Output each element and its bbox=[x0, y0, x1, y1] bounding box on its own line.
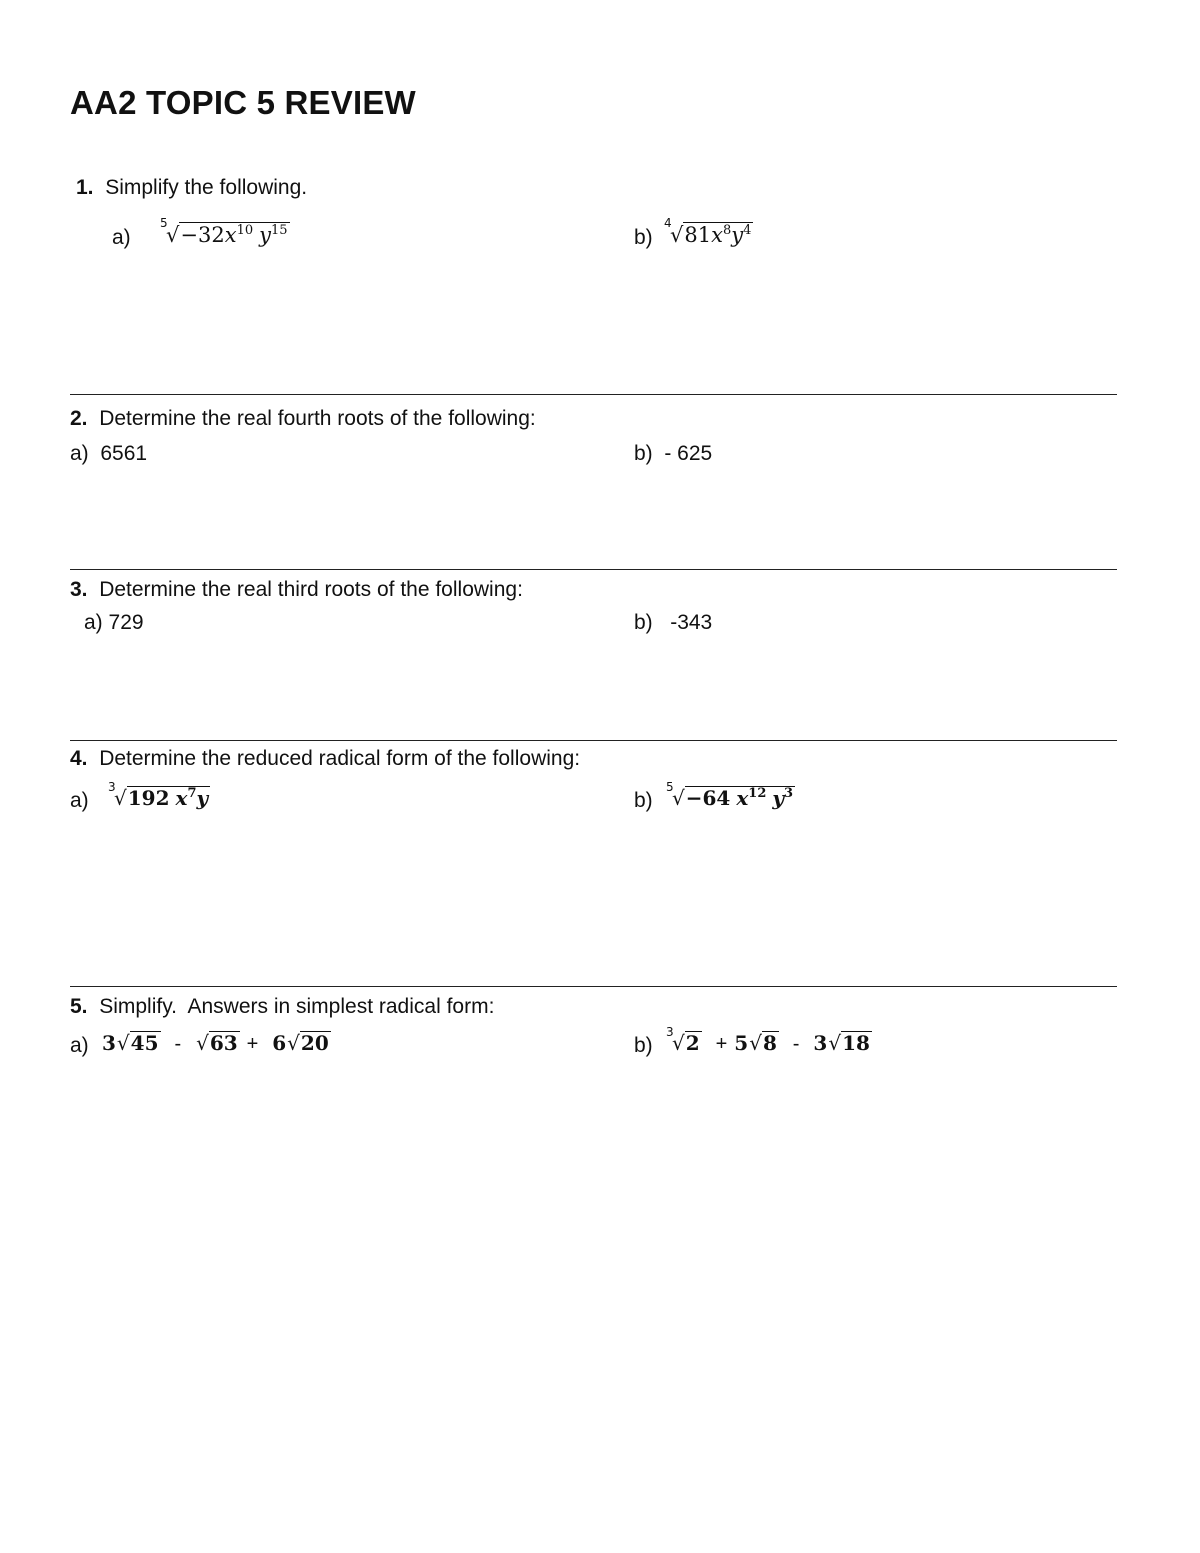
operator: - bbox=[174, 1033, 182, 1055]
operator: - bbox=[792, 1033, 800, 1055]
var-x: x bbox=[711, 223, 723, 247]
exponent: 7 bbox=[187, 786, 197, 801]
question-1-prompt bbox=[76, 176, 307, 200]
radical-index: 3 bbox=[108, 780, 116, 794]
question-number: 3. bbox=[70, 578, 88, 601]
question-text: Simplify. Answers in simplest radical form: bbox=[99, 995, 495, 1018]
page-title: AA2 TOPIC 5 REVIEW bbox=[70, 84, 416, 121]
radical-sign-icon: √ bbox=[287, 1031, 300, 1055]
part-value: 6561 bbox=[100, 442, 148, 465]
radical bbox=[160, 216, 290, 247]
radical bbox=[195, 1031, 240, 1055]
exponent: 4 bbox=[743, 223, 752, 238]
q2-part-b bbox=[634, 442, 712, 466]
coefficient: −64 bbox=[685, 786, 731, 810]
var-x: x bbox=[175, 786, 188, 810]
radicand bbox=[179, 222, 289, 247]
part-value: -343 bbox=[670, 611, 713, 634]
radicand: 45 bbox=[130, 1031, 159, 1055]
radical bbox=[108, 780, 210, 810]
radical-sign-icon: √ bbox=[116, 1031, 130, 1055]
question-text: Determine the real third roots of the following: bbox=[99, 578, 523, 601]
question-text: Determine the reduced radical form of the following: bbox=[99, 747, 581, 770]
var-y: y bbox=[196, 786, 209, 810]
radical-index: 5 bbox=[160, 216, 168, 230]
radical-index: 5 bbox=[666, 780, 674, 794]
radical-sign-icon: √ bbox=[114, 786, 127, 810]
q1-part-b-label: b) bbox=[634, 226, 653, 249]
var-x: x bbox=[736, 786, 749, 810]
radical-index: 4 bbox=[664, 216, 672, 230]
q1-part-a-label: a) bbox=[112, 226, 131, 249]
question-text: Determine the real fourth roots of the following: bbox=[99, 407, 536, 430]
q3-part-b bbox=[634, 611, 712, 635]
exponent: 8 bbox=[722, 223, 732, 238]
operator: + bbox=[246, 1033, 259, 1055]
question-3-prompt bbox=[70, 578, 523, 602]
q4-part-a-label: a) bbox=[70, 789, 89, 812]
var-x: x bbox=[224, 223, 237, 247]
radical-sign-icon: √ bbox=[672, 786, 685, 810]
q5-part-a-label: a) bbox=[70, 1034, 89, 1057]
part-label: a) bbox=[84, 611, 103, 634]
section-divider bbox=[70, 569, 1117, 570]
part-label: a) bbox=[70, 442, 89, 465]
radicand: 20 bbox=[300, 1031, 329, 1055]
radical bbox=[666, 780, 795, 810]
radical-sign-icon: √ bbox=[670, 223, 684, 247]
radical bbox=[748, 1031, 779, 1055]
q1-part-a-expression bbox=[160, 216, 290, 247]
radical-sign-icon: √ bbox=[166, 223, 180, 247]
radical-sign-icon: √ bbox=[828, 1031, 842, 1055]
question-text: Simplify the following. bbox=[105, 176, 308, 199]
section-divider bbox=[70, 394, 1117, 395]
part-label: b) bbox=[634, 611, 653, 634]
var-y: y bbox=[259, 223, 271, 247]
q3-part-a bbox=[84, 611, 144, 635]
var-y: y bbox=[731, 223, 744, 247]
coefficient: 3 bbox=[813, 1031, 828, 1055]
coefficient: 6 bbox=[272, 1031, 287, 1055]
radicand bbox=[127, 786, 210, 810]
radical bbox=[286, 1031, 331, 1055]
question-number: 2. bbox=[70, 407, 88, 430]
exponent: 10 bbox=[236, 223, 254, 238]
coefficient: −32 bbox=[180, 223, 225, 247]
question-2-prompt bbox=[70, 407, 536, 431]
radicand: 18 bbox=[842, 1031, 870, 1055]
q4-part-b-expression bbox=[666, 780, 795, 810]
radical bbox=[116, 1031, 161, 1055]
radical-sign-icon: √ bbox=[196, 1031, 209, 1055]
question-number: 5. bbox=[70, 995, 88, 1018]
radical bbox=[666, 1025, 702, 1055]
radical-sign-icon: √ bbox=[672, 1031, 685, 1055]
coefficient: 5 bbox=[734, 1031, 749, 1055]
radicand: 8 bbox=[762, 1031, 777, 1055]
exponent: 3 bbox=[784, 786, 794, 801]
q5-part-a-expression bbox=[102, 1031, 331, 1056]
radicand bbox=[685, 786, 795, 810]
var-y: y bbox=[772, 786, 784, 810]
q2-part-a bbox=[70, 442, 147, 466]
coefficient: 192 bbox=[127, 786, 170, 810]
radical-sign-icon: √ bbox=[749, 1031, 762, 1055]
q5-part-b-label: b) bbox=[634, 1034, 653, 1057]
operator: + bbox=[715, 1033, 728, 1055]
section-divider bbox=[70, 740, 1117, 741]
part-label: b) bbox=[634, 442, 653, 465]
coefficient: 3 bbox=[102, 1031, 116, 1055]
q4-part-b-label: b) bbox=[634, 789, 653, 812]
part-value: 729 bbox=[108, 611, 144, 634]
section-divider bbox=[70, 986, 1117, 987]
radical-index: 3 bbox=[666, 1025, 674, 1039]
part-value: - 625 bbox=[664, 442, 713, 465]
question-4-prompt bbox=[70, 747, 580, 771]
radical bbox=[664, 216, 753, 247]
radicand: 63 bbox=[209, 1031, 238, 1055]
exponent: 12 bbox=[748, 786, 767, 801]
question-5-prompt bbox=[70, 995, 494, 1019]
q5-part-b-expression bbox=[666, 1025, 872, 1056]
coefficient: 81 bbox=[684, 223, 712, 247]
exponent: 15 bbox=[270, 223, 288, 238]
question-number: 1. bbox=[76, 176, 94, 199]
q4-part-a-expression bbox=[108, 780, 210, 810]
question-number: 4. bbox=[70, 747, 88, 770]
radicand: 2 bbox=[685, 1031, 700, 1055]
radicand bbox=[683, 222, 753, 247]
radical bbox=[827, 1031, 872, 1055]
q1-part-b-expression bbox=[664, 216, 753, 247]
